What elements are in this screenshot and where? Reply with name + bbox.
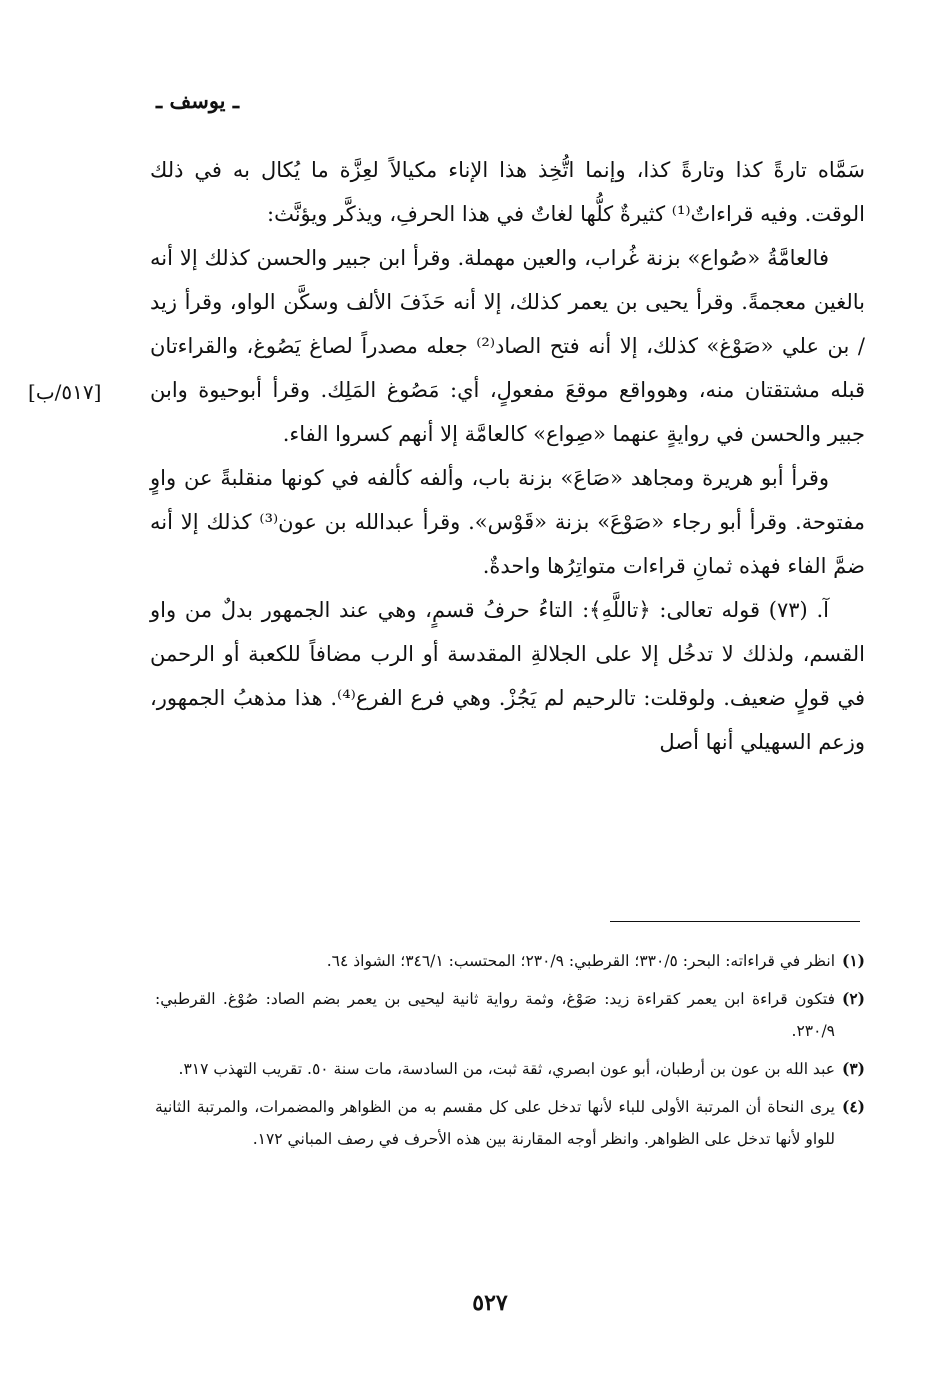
footnotes-section (155, 945, 865, 1161)
footnote-number: (١) (841, 951, 865, 970)
footnote-text: يرى النحاة أن المرتبة الأولى للباء لأنها تدخل على كل مقسم به من الظواهر والمضمرات، والمرتبة الثانية للواو لأنها تدخل على الظواهر. وانظر أوجه المقارنة بين هذه الأحرف في رصف المباني ١٧٢. (155, 1098, 835, 1148)
footnote (155, 1053, 865, 1085)
footnote-text: انظر في قراءاته: البحر: ٣٣٠/٥؛ القرطبي: ٢٣٠/٩؛ المحتسب: ٣٤٦/١؛ الشواذ ٦٤. (326, 952, 835, 970)
footnote-text: فتكون قراءة ابن يعمر كقراءة زيد: صَوْغ، وثمة رواية ثانية ليحيى بن يعمر بضم الصاد: صُوْغ. القرطبي: ٢٣٠/٩. (155, 990, 835, 1040)
footnote-text: عبد الله بن عون بن أرطبان، أبو عون ابصري، ثقة ثبت، من السادسة، مات سنة ٥٠. تقريب التهذب ٣١٧. (178, 1060, 835, 1078)
footnote-number: (٣) (841, 1059, 865, 1078)
footnote-number: (٢) (841, 989, 865, 1008)
paragraph: آ. (٧٣) قوله تعالى: ﴿تاللَّهِ﴾: التاءُ حرفُ قسمٍ، وهي عند الجمهور بدلٌ من واو القسم، ولذلك لا تدخُل إلا على الجلالةِ المقدسة أو الرب مضافاً للكعبة أو الرحمن في قولٍ ضعيف. ولوقلت: تالرحيم لم يَجُزْ. وهي فرع الفرع⁽⁴⁾. هذا مذهبُ الجمهور، وزعم السهيلي أنها أصل (150, 598, 865, 754)
running-header: ـ يوسف ـ (156, 88, 239, 113)
footnote-number: (٤) (841, 1097, 865, 1116)
footnote (155, 983, 865, 1047)
manuscript-folio-marker: [٥١٧/ب] (28, 380, 102, 404)
main-text-body (150, 148, 865, 764)
page-number: ٥٢٧ (472, 1290, 508, 1316)
paragraph: سَمَّاه تارةً كذا وتارةً كذا، وإنما اتُّخِذ هذا الإناء مكيالاً لعِزَّة ما يُكال به في ذلك الوقت. وفيه قراءاتٌ⁽¹⁾ كثيرةٌ كلُّها لغاتٌ في هذا الحرفِ، ويذكَّر ويؤنَّث: (150, 158, 865, 226)
paragraph: فالعامَّةُ «صُواع» بزنة غُراب، والعين مهملة. وقرأ ابن جبير والحسن كذلك إلا أنه بالغين معجمةً. وقرأ يحيى بن يعمر كذلك، إلا أنه حَذَفَ الألف وسكَّن الواو، وقرأ زيد / بن علي «صَوْغ» كذلك، إلا أنه فتح الصاد⁽²⁾ جعله مصدراً لصاغ يَصُوغ، والقراءتان قبله مشتقتان منه، وهوواقع موقعَ مفعولٍ، أي: مَصُوغ المَلِك. وقرأ أبوحيوة وابن جبير والحسن في روايةٍ عنهما «صِواع» كالعامَّة إلا أنهم كسروا الفاء. (150, 246, 865, 446)
footnote (155, 1091, 865, 1155)
paragraph: وقرأ أبو هريرة ومجاهد «صَاعَ» بزنة باب، وألفه كألفه في كونها منقلبةً عن واوٍ مفتوحة. وقرأ أبو رجاء «صَوْعَ» بزنة «قَوْس». وقرأ عبدالله بن عون⁽³⁾ كذلك إلا أنه ضمَّ الفاء فهذه ثمانِ قراءات متواتِرُها واحدةٌ. (150, 466, 865, 578)
footnote (155, 945, 865, 977)
footnote-separator (610, 921, 860, 922)
